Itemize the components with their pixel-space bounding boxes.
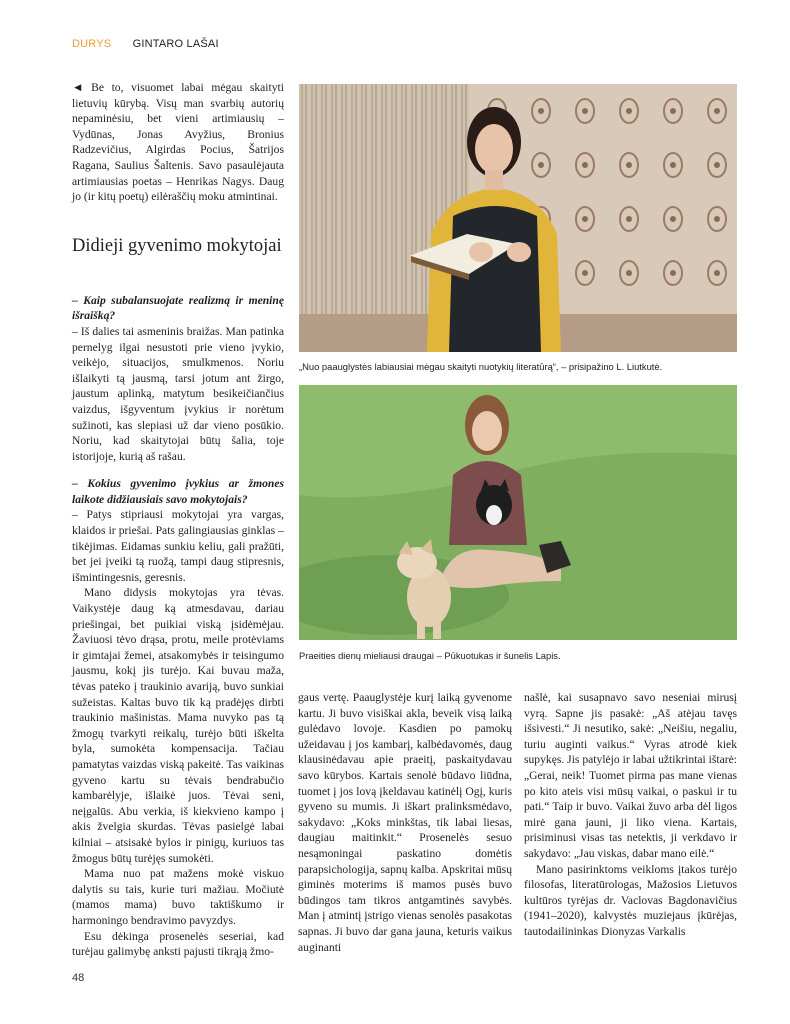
- question: – Kokius gyvenimo įvykius ar žmones laikote didžiausiais savo mokytojais?: [72, 477, 284, 506]
- photo-girl-reading-illustration: [299, 84, 737, 352]
- running-header: [72, 38, 219, 50]
- paragraph: Mano pasirinktoms veikloms įtakos turėjo filosofas, literatūrologas, Mažosios Lietuvos kultūros tyrėjas dr. Vaclovas Bagdonavičius (1941–2020), kalvystės muziejaus įkūrėjas, tautodailininkas Dionyzas Varkalis: [524, 862, 737, 938]
- column-2: [298, 690, 512, 955]
- page-number: 48: [72, 972, 85, 984]
- photo-girl-reading: [299, 84, 737, 352]
- photo-caption: „Nuo paauglystės labiausiai mėgau skaityti nuotykių literatūrą“, – prisipažino L. Liutkutė.: [299, 361, 663, 372]
- paragraph: našlė, kai susapnavo savo neseniai mirusį vyrą. Sapne jis pasakė: „Aš atėjau tavęs išsivesti.“ Ji nesutiko, sakė: „Neišiu, negaliu, turiu auginti vaikus.“ Vyras atrodė kiek supykęs. Jis patylėjo ir labai užtikrintai ištarė: „Gerai, neik! Tuomet pirma pas mane vienas po kito ateis visi mūsų vaikai, o paskui ir tu pati.“ Taip ir buvo. Vaikai žuvo arba dėl ligos mirė gana jauni, ji liko viena. Kartais, prisiminusi visas tas netektis, ji verkdavo ir sakydavo: „Jau viskas, dabar mano eilė.“: [524, 691, 737, 860]
- paragraph: Mano didysis mokytojas yra tėvas. Vaikystėje daug ką atmesdavau, dariau priešingai, bet puikiai viską įsidėmėjau. Žaviuosi tėvo drąsa, protu, meile protėviams ir gimtajai žemei, atsakomybės ir teisingumo jausmu, kokį jis turėjo. Kai buvau maža, tėvas pateko į traukinio avariją, buvo sunkiai sužeistas. Kaltas buvo tik ką pradėjęs dirbti traukinio mašinistas. Mama nuvyko pas tą žmogų tvarkyti reikalų, turėjo būti iškelta byla, sumokėta kompensacija. Tačiau pamatytas vaizdas viską pakeitė. Tas vaikinas gyveno kartu su tėvais bendrabučio kambarėlyje, išlaikė juos. Tėvai seni, neįgalūs. Abu verkia, iš kiekvieno kampo į akis žvelgia skurdas. Tėvas pasielgė labai kilniai – atsisakė bylos ir pinigų, kuriuos tas žmogus būtų turėjęs sumokėti.: [72, 586, 284, 865]
- answer: – Iš dalies tai asmeninis braižas. Man patinka pernelyg ilgai nesustoti prie vieno įvykio, veikėjo, situacijos, smulkmenos. Noriu išlaikyti tą jausmą, tarsi jotum ant žirgo, jaustum aplinką, matytum besikeičiančius vaizdus, išgyventum įvykius ir norėtum sužinoti, kas slepiasi už dar vieno posūkio. Noriu, kad skaitytojai būtų šalia, toje istorijoje, kurią aš rašau.: [72, 324, 284, 463]
- question: – Kaip subalansuojate realizmą ir meninę išraišką?: [72, 293, 284, 323]
- photo-girl-with-pets-illustration: [299, 385, 737, 640]
- article-title: GINTARO LAŠAI: [132, 38, 219, 50]
- section-label: DURYS: [72, 38, 112, 50]
- column-3: [524, 690, 737, 940]
- answer: – Patys stipriausi mokytojai yra vargas, klaidos ir priešai. Pats galingiausias ginklas – tikėjimas. Eidamas sunkiu keliu, gali pražūti, bet jei įveiki tą ruožą, tampi daug stipresnis, išmintingesnis, geresnis.: [72, 508, 284, 584]
- photo-caption: Praeities dienų mieliausi draugai – Pūkuotukas ir šunelis Lapis.: [299, 650, 561, 661]
- photo-girl-with-pets: [299, 385, 737, 640]
- column-1: [72, 80, 284, 960]
- paragraph: ◄ Be to, visuomet labai mėgau skaityti lietuvių kūrybą. Visų man svarbių autorių nepaminėsiu, bet vieni artimiausių – Vydūnas, Jonas Avyžius, Bronius Radzevičius, Algirdas Pocius, Šatrijos Ragana, Saulius Šaltenis. Savo pasaulėjauta artimiausias poetas – Henrikas Nagys. Daug jo (ir kitų poetų) eilėraščių moku atmintinai.: [72, 81, 284, 204]
- paragraph: gaus vertę. Paauglystėje kurį laiką gyvenome kartu. Ji buvo visiškai akla, beveik visą laiką gulėdavo lovoje. Kasdien po pamokų užeidavau į jos kambarį, kalbėdavomės, daug klausinėdavau apie praeitį, paskaitydavau savo kūrybos. Kartais senolė būdavo liūdna, tuomet į jos lovą įkeldavau katinėlį Ogį, kuris gyveno su mumis. Ji iškart pralinksmėdavo, sakydavo: „Koks minkštas, tik labai liesas, daugiau maitinkit.“ Prosenelės sesuo nesąmoningai paskatino domėtis parapsichologija, sapnų kalba. Apskritai mūsų giminės moterims iš mamos pusės buvo būdingos tam tikros antgamtinės savybės. Man į atmintį įstrigo vienas senolės pasakotas sapnas. Ji buvo dar gana jauna, keturis vaikus auginanti: [298, 691, 512, 954]
- section-heading: Didieji gyvenimo mokytojai: [72, 235, 282, 256]
- paragraph: Esu dėkinga prosenelės seseriai, kad turėjau galimybę anksti pajusti tikrąją žmo-: [72, 929, 284, 959]
- paragraph: Mama nuo pat mažens mokė viskuo dalytis su tais, kurie turi mažiau. Močiutė (mamos mama) buvo taktiškumo ir harmoningo bendravimo pavyzdys.: [72, 867, 284, 927]
